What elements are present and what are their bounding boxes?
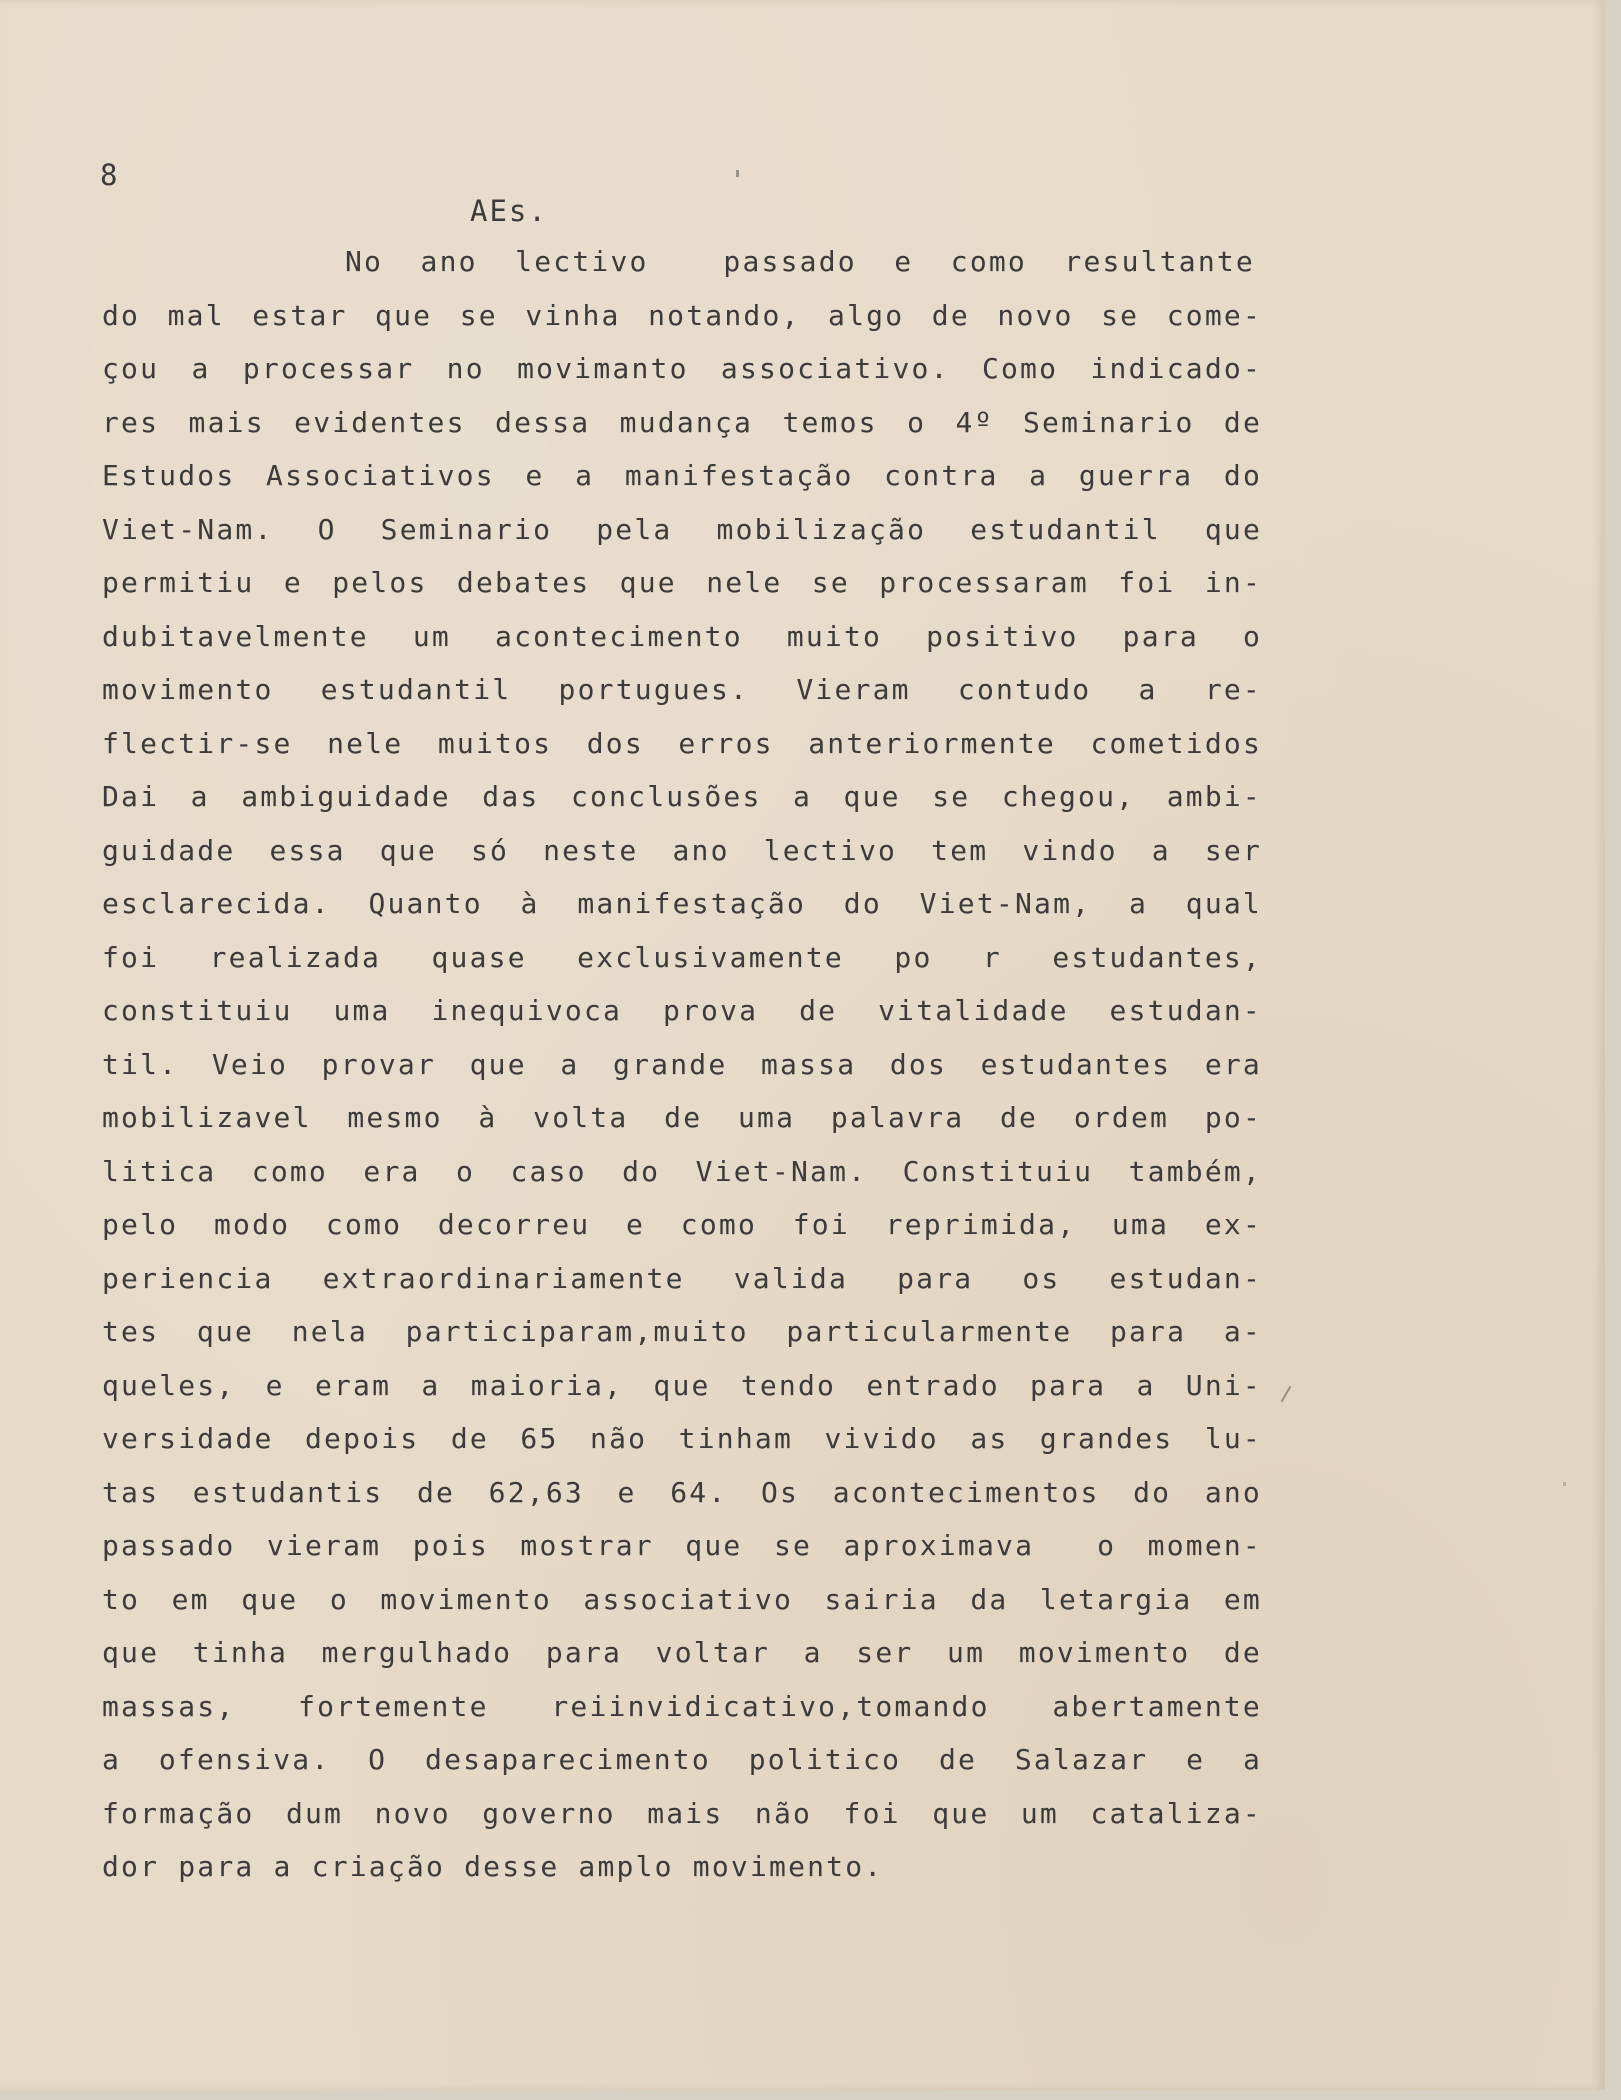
text-line: dubitavelmente um acontecimento muito positivo para o xyxy=(102,619,1262,653)
text-line: massas, fortemente reiinvidicativo,tomando abertamente xyxy=(102,1689,1262,1723)
text-line: mobilizavel mesmo à volta de uma palavra de ordem po- xyxy=(102,1101,1262,1134)
ink-speck xyxy=(736,170,739,177)
body-paragraph xyxy=(102,235,1262,1894)
text-line: constituiu uma inequivoca prova de vitalidade estudan- xyxy=(102,994,1262,1027)
text-line: do mal estar que se vinha notando, algo de novo se come- xyxy=(102,298,1262,332)
text-line: Estudos Associativos e a manifestação contra a guerra do xyxy=(102,459,1262,492)
text-line: guidade essa que só neste ano lectivo tem vindo a ser xyxy=(102,833,1262,867)
text-line: to em que o movimento associativo sairia da letargia em xyxy=(102,1582,1262,1616)
text-line: que tinha mergulhado para voltar a ser um movimento de xyxy=(102,1636,1262,1669)
text-line: flectir-se nele muitos dos erros anteriormente cometidos xyxy=(102,726,1262,760)
text-line: foi realizada quase exclusivamente po r estudantes, xyxy=(102,940,1262,974)
text-line: dor para a criação desse amplo movimento. xyxy=(102,1850,884,1883)
text-line: Viet-Nam. O Seminario pela mobilização estudantil que xyxy=(102,512,1262,546)
text-line: tes que nela participaram,muito particularmente para a- xyxy=(102,1315,1262,1348)
text-line: tas estudantis de 62,63 e 64. Os acontecimentos do ano xyxy=(102,1475,1262,1509)
text-line: res mais evidentes dessa mudança temos o 4º Seminario de xyxy=(102,405,1262,439)
text-line: litica como era o caso do Viet-Nam. Constituiu também, xyxy=(102,1154,1262,1188)
text-line: a ofensiva. O desaparecimento politico de Salazar e a xyxy=(102,1743,1262,1776)
page-number: 8 xyxy=(100,158,118,192)
text-line: esclarecida. Quanto à manifestação do Viet-Nam, a qual xyxy=(102,887,1262,920)
section-heading: AEs. xyxy=(470,194,548,228)
text-line: çou a processar no movimanto associativo. Como indicado- xyxy=(102,352,1262,385)
text-line: passado vieram pois mostrar que se aproximava o momen- xyxy=(102,1529,1262,1562)
text-line: Dai a ambiguidade das conclusões a que se chegou, ambi- xyxy=(102,780,1262,813)
text-line: queles, e eram a maioria, que tendo entrado para a Uni- xyxy=(102,1368,1262,1402)
text-line: permitiu e pelos debates que nele se processaram foi in- xyxy=(102,566,1262,599)
text-line: til. Veio provar que a grande massa dos estudantes era xyxy=(102,1047,1262,1081)
text-line: versidade depois de 65 não tinham vivido as grandes lu- xyxy=(102,1422,1262,1455)
text-line: pelo modo como decorreu e como foi reprimida, uma ex- xyxy=(102,1208,1262,1241)
ink-mark xyxy=(1281,1386,1292,1403)
text-line: movimento estudantil portugues. Vieram contudo a re- xyxy=(102,673,1262,706)
ink-speck xyxy=(1563,1482,1566,1486)
text-line: formação dum novo governo mais não foi que um cataliza- xyxy=(102,1796,1262,1830)
text-line: periencia extraordinariamente valida para os estudan- xyxy=(102,1261,1262,1295)
text-line: No ano lectivo passado e como resultante xyxy=(345,245,1255,278)
